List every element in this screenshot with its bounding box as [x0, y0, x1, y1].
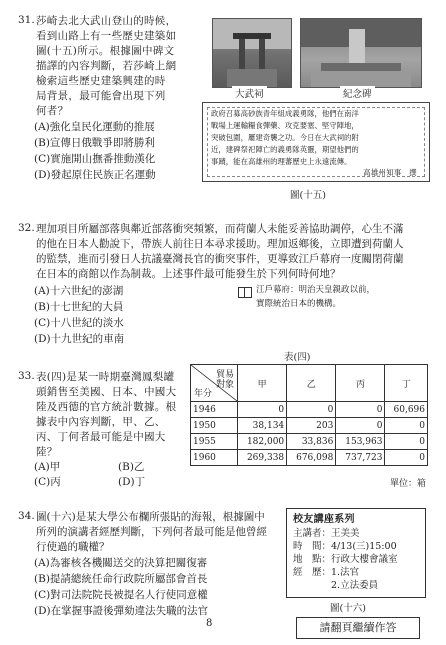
value-cell: 0 [385, 450, 428, 466]
q32-option-d: (D)十九世紀的車南 [34, 333, 125, 345]
table-row [191, 434, 428, 450]
poster-line: 主講者：王美美 [293, 528, 360, 539]
book-icon [238, 287, 252, 298]
q33-option-c: (C)丙 [34, 476, 61, 488]
q31-line: 圖(十五)所示。根據圖中碑文 [36, 45, 175, 57]
q32-note-line: 實際統治日本的機構。 [256, 299, 342, 309]
year-cell: 1955 [191, 434, 238, 450]
year-cell: 1950 [191, 418, 238, 434]
q31-option-c: (C)實施開山撫番推動漢化 [34, 153, 156, 165]
table-row [191, 450, 428, 466]
q32-line: 的監禁，進而引發日人抗議臺灣長官的衝突事件，更導致江戶幕府一度關閉荷蘭 [36, 253, 404, 265]
q34-option-b: (B)提請總統任命行政院所屬部會首長 [34, 573, 208, 585]
q31-option-b: (B)宣傳日俄戰爭即將勝利 [34, 137, 155, 149]
value-cell: 0 [385, 418, 428, 434]
q34-line: 圖(十六)是某大學公布欄所張貼的海報，根據圖中 [36, 511, 265, 523]
corner-label-year: 年分 [194, 389, 213, 399]
plaque-line: 近，建碑祭祀陣亡的義勇隊英靈，期望他們的 [211, 145, 359, 154]
monument-label: 紀念碑 [340, 86, 375, 100]
q32-option-a: (A)十六世紀的澎湖 [34, 285, 124, 297]
column-header: 乙 [287, 365, 336, 402]
q31-line: 描譯的內容判斷，若莎崎上網 [36, 60, 177, 72]
export-table [190, 364, 428, 466]
poster-line: 時 間：4/13(三)15:00 [293, 541, 397, 552]
q31-line: 檢索這些歷史建築興建的時 [36, 75, 166, 87]
q34-number: 34. [18, 510, 35, 522]
value-cell: 0 [385, 434, 428, 450]
q33-option-d: (D)丁 [118, 476, 146, 488]
value-cell: 0 [336, 402, 385, 418]
shrine-label: 大武祠 [232, 86, 267, 100]
table-unit: 單位：箱 [389, 479, 426, 489]
poster-line: 地 點：行政大樓會議室 [293, 554, 398, 565]
q31-line: 何者？ [36, 105, 69, 117]
corner-label-mid: 對象 [215, 380, 234, 390]
q33-line: 頭銷售至美國、日本、中國大 [36, 386, 177, 398]
table-4-title: 表(四) [284, 352, 311, 363]
q32-option-b: (B)十七世紀的大員 [34, 301, 124, 313]
q32-line: 在日本的商館以作為制裁。上述事件最可能發生於下列何時何地？ [36, 268, 341, 280]
q34-option-c: (C)對司法院院長被提名人行使同意權 [34, 589, 208, 601]
q32-option-c: (C)十八世紀的淡水 [34, 317, 124, 329]
corner-label-top: 貿易 [215, 370, 234, 380]
plaque-line: 政府召募高砂族青年組成義勇隊，他們在南洋 [211, 109, 359, 118]
shrine-photo [212, 18, 292, 88]
q31-number: 31. [18, 14, 35, 26]
q32-number: 32. [18, 222, 35, 234]
column-header: 丁 [385, 365, 428, 402]
monument-photo [300, 18, 422, 88]
table-row [191, 402, 428, 418]
value-cell: 0 [287, 402, 336, 418]
inscription-plaque [202, 102, 430, 182]
q32-note-line: 江戶幕府：明治天皇親政以前， [256, 285, 376, 295]
figure-15-caption: 圖(十五) [290, 190, 326, 201]
year-cell: 1946 [191, 402, 238, 418]
q32-line: 的他在日本人勸說下，帶族人前往日本尋求援助。理加返鄉後，立即遭到荷蘭人 [36, 238, 404, 250]
q31-line: 局背景，最可能會出現下列 [36, 90, 166, 102]
q31-line: 看到山路上有一些歷史建築如 [36, 30, 177, 42]
table-header-row [191, 365, 428, 402]
q32-line: 理加項目所屬部落與鄰近部落衝突頻繁，而荷蘭人未能妥善協助調停，心生不滿 [36, 223, 404, 235]
continue-notice-text: 請翻頁繼續作答 [319, 621, 397, 634]
poster-line: 經 歷：1.法官 [293, 567, 360, 578]
value-cell: 153,963 [336, 434, 385, 450]
q34-line: 所列的演講者經歷判斷，下列何者最可能是他曾經 [36, 526, 267, 538]
q34-option-a: (A)為審核各機關送交的決算把關復審 [34, 557, 208, 569]
column-header: 甲 [238, 365, 287, 402]
q31-option-a: (A)強化皇民化運動的推展 [34, 121, 155, 133]
continue-notice [296, 617, 420, 639]
poster-title: 校友講座系列 [293, 514, 355, 525]
q33-option-a: (A)甲 [34, 461, 61, 473]
value-cell: 269,338 [238, 450, 287, 466]
table-row [191, 418, 428, 434]
plaque-line: 戰場上運輸糧食彈藥、攻克要塞、堅守陣地， [211, 121, 359, 130]
shrine-image [213, 19, 291, 87]
q33-line: 陸及西德的官方統計數據。根 [36, 401, 177, 413]
q33-line: 據表中內容判斷，甲、乙、 [36, 416, 166, 428]
value-cell: 33,836 [287, 434, 336, 450]
plaque-signature: 高雄州知事 撰 [363, 168, 417, 177]
year-cell: 1960 [191, 450, 238, 466]
lecture-poster [286, 508, 426, 598]
value-cell: 0 [336, 418, 385, 434]
q31-line: 莎崎去北大武山登山的時候， [36, 15, 177, 27]
q33-option-b: (B)乙 [118, 461, 145, 473]
value-cell: 60,696 [385, 402, 428, 418]
value-cell: 0 [238, 402, 287, 418]
figure-16-caption: 圖(十六) [330, 603, 366, 614]
value-cell: 182,000 [238, 434, 287, 450]
q32-note [238, 286, 428, 316]
q31-option-d: (D)發起原住民族正名運動 [34, 169, 156, 181]
q33-number: 33. [18, 370, 35, 382]
q34-line: 行使過的職權？ [36, 541, 110, 553]
value-cell: 737,723 [336, 450, 385, 466]
monument-image [301, 19, 421, 87]
poster-line: 2.立法委員 [293, 580, 379, 591]
plaque-line: 突破包圍，屢建奇襲之功。今日在大武祠的附 [211, 133, 359, 142]
plaque-line: 事蹟，能在高雄州的理蕃歷史上永遠流傳。 [211, 157, 352, 166]
value-cell: 676,098 [287, 450, 336, 466]
q33-line: 表(四)是某一時期臺灣鳳梨罐 [36, 371, 175, 383]
q33-line: 丙、丁何者最可能是中國大 [36, 431, 166, 443]
table-corner-cell [191, 365, 238, 402]
q34-option-d: (D)在掌握事證後彈劾違法失職的法官 [34, 605, 209, 617]
value-cell: 203 [287, 418, 336, 434]
column-header: 丙 [336, 365, 385, 402]
q33-line: 陸？ [36, 446, 58, 458]
value-cell: 38,134 [238, 418, 287, 434]
page-number: 8 [206, 618, 213, 629]
